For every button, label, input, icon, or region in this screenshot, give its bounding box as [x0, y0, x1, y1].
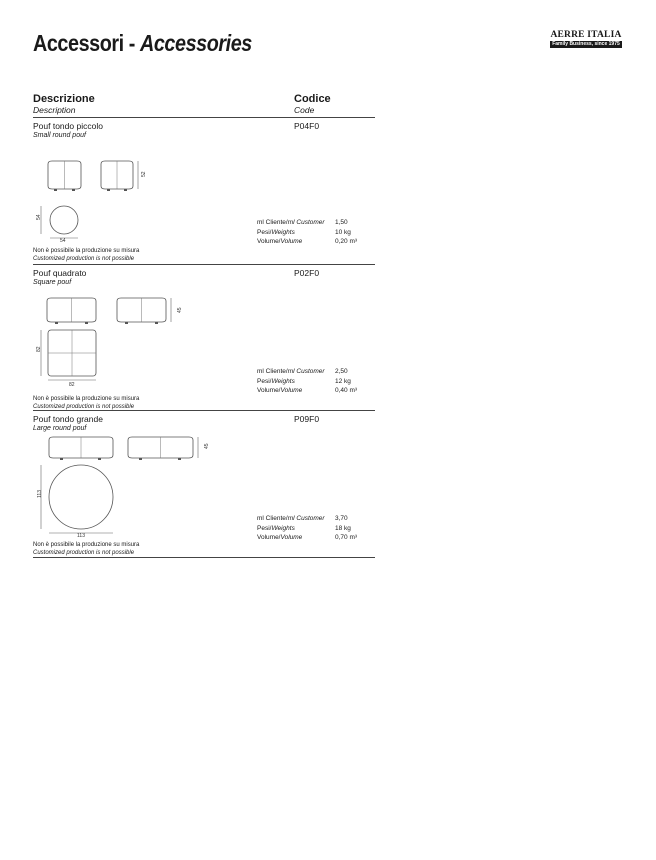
description-label: Descrizione [33, 93, 95, 105]
dim-depth-label [33, 490, 43, 506]
title-italian: Accessori [33, 30, 124, 56]
spec-weight-value: 10 kg [335, 228, 351, 236]
note-italian: Non è possibile la produzione su misura [33, 248, 140, 254]
dim-width-label [58, 237, 72, 244]
side-view [101, 161, 138, 191]
dim-width-label [67, 381, 81, 388]
dim-height-label [138, 170, 147, 184]
production-note [33, 541, 139, 557]
note-english: Customized production is not possible [33, 256, 135, 262]
title-english: Accessories [140, 30, 252, 56]
spec-volume-value: 0,70 m³ [335, 534, 358, 541]
spec-weight-value: 18 kg [335, 524, 351, 532]
product-name-en: Large round pouf [33, 425, 87, 432]
spec-weight-value: 12 kg [335, 377, 351, 385]
product-name-block [33, 268, 86, 287]
spec-weight-row: Pesi/Weights 12 kg [257, 377, 351, 385]
note-italian: Non è possibile la produzione su misura [33, 542, 140, 548]
product-code: P04F0 [294, 121, 320, 131]
product-name-en: Small round pouf [33, 132, 86, 139]
svg-text:54: 54 [36, 214, 42, 220]
description-header [33, 93, 95, 115]
svg-text:52: 52 [141, 171, 147, 177]
spec-ml-value: 1,50 [335, 219, 348, 226]
note-italian: Non è possibile la produzione su misura [33, 396, 140, 402]
product-name: Pouf tondo grande [33, 414, 103, 424]
product-name: Pouf tondo piccolo [33, 121, 103, 131]
svg-text:54: 54 [60, 238, 66, 244]
dim-height-label [174, 306, 183, 320]
large-round-pouf-drawing [30, 434, 220, 544]
spec-ml-row: ml Cliente/ml Customer 3,70 [257, 515, 348, 522]
dim-height-label [201, 442, 210, 456]
note-english: Customized production is not possible [33, 404, 135, 410]
title-separator: - [128, 30, 135, 56]
code-header [294, 93, 331, 115]
top-view [41, 465, 113, 533]
spec-ml-value: 3,70 [335, 515, 348, 522]
product-divider [33, 410, 375, 411]
square-pouf-drawing [30, 296, 190, 396]
svg-text:113: 113 [37, 490, 43, 498]
spec-volume-row: Volume/Volume 0,40 m³ [257, 387, 358, 394]
spec-ml-row: ml Cliente/ml Customer 1,50 [257, 219, 348, 226]
top-view [41, 330, 96, 380]
spec-weight-row: Pesi/Weights 18 kg [257, 524, 351, 532]
front-view [48, 161, 81, 191]
header-divider [33, 117, 375, 118]
dim-depth-label [33, 345, 42, 359]
page-title [33, 30, 252, 57]
product-divider [33, 264, 375, 265]
spec-weight-row: Pesi/Weights 10 kg [257, 228, 351, 236]
production-note [33, 247, 139, 263]
svg-text:82: 82 [36, 346, 42, 352]
product-specs [257, 514, 357, 543]
code-label: Codice [294, 93, 331, 105]
svg-text:45: 45 [177, 307, 183, 313]
side-view [117, 298, 171, 324]
spec-volume-row: Volume/Volume 0,20 m³ [257, 238, 358, 245]
svg-text:82: 82 [69, 382, 75, 388]
spec-ml-row: ml Cliente/ml Customer 2,50 [257, 368, 348, 375]
product-divider [33, 557, 375, 558]
svg-text:113: 113 [77, 533, 85, 539]
product-name-block [33, 121, 103, 140]
product-specs [257, 367, 357, 396]
product-name-block [33, 414, 103, 433]
product-code: P02F0 [294, 268, 320, 278]
front-view [49, 437, 113, 460]
svg-text:45: 45 [204, 443, 210, 449]
side-view [128, 437, 198, 460]
production-note [33, 395, 139, 411]
product-code: P09F0 [294, 414, 320, 424]
description-label-en: Description [33, 105, 76, 115]
spec-ml-value: 2,50 [335, 368, 348, 375]
spec-volume-value: 0,40 m³ [335, 387, 358, 394]
brand-tagline: Family Business, since 1975 [550, 41, 622, 48]
brand-name: AERRE ITALIA [550, 30, 622, 40]
product-name-en: Square pouf [33, 279, 72, 286]
spec-volume-row: Volume/Volume 0,70 m³ [257, 534, 358, 541]
note-english: Customized production is not possible [33, 550, 135, 556]
dim-width-label [75, 532, 91, 539]
spec-volume-value: 0,20 m³ [335, 238, 358, 245]
brand-logo [550, 30, 622, 48]
code-label-en: Code [294, 105, 315, 115]
top-view [41, 206, 78, 238]
product-specs [257, 218, 357, 247]
product-name: Pouf quadrato [33, 268, 87, 278]
dim-depth-label [33, 213, 42, 227]
front-view [47, 298, 96, 324]
